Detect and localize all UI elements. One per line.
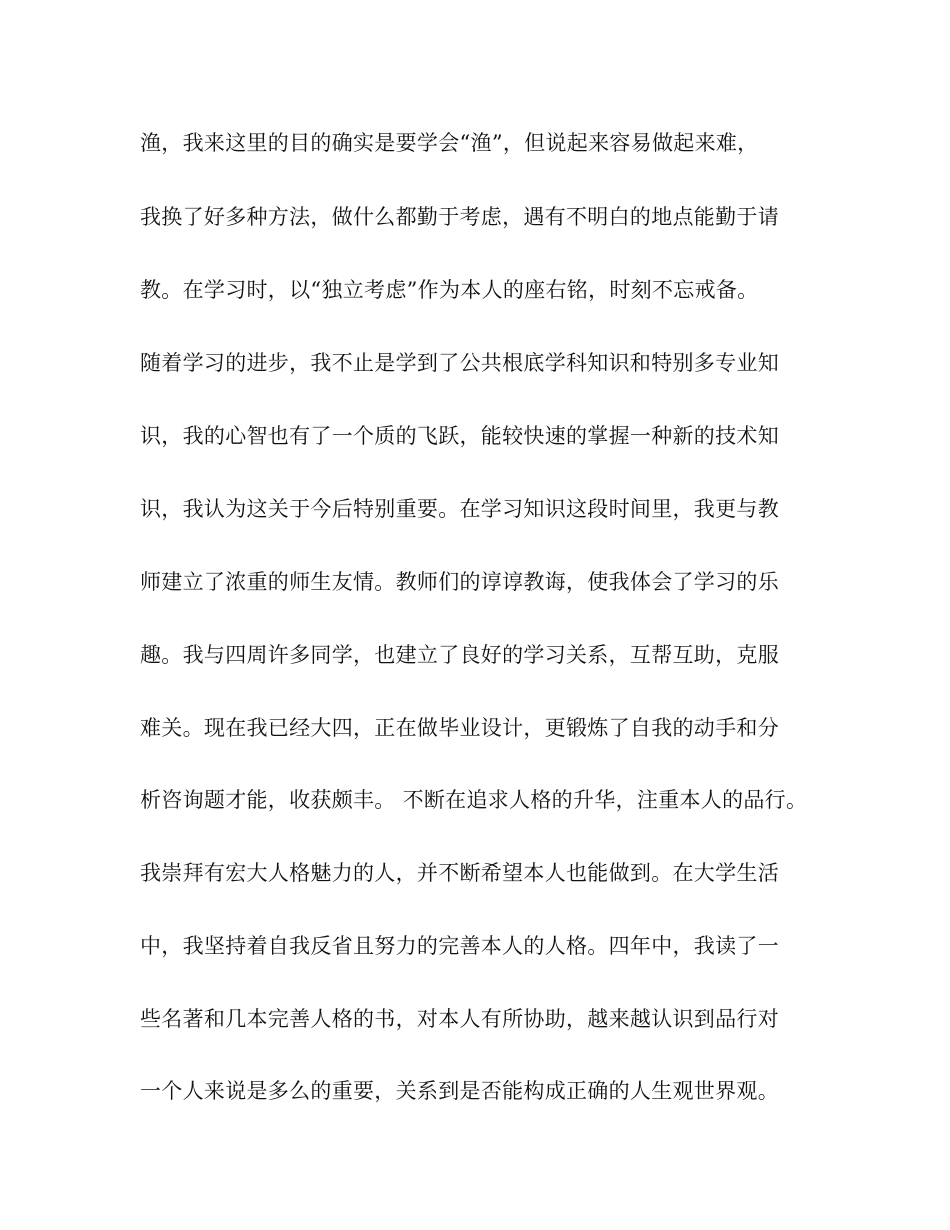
paragraph-line: 师建立了浓重的师生友情。教师们的谆谆教诲，使我体会了学习的乐: [140, 570, 779, 594]
paragraph-line: 渔，我来这里的目的确实是要学会“渔”，但说起来容易做起来难，: [140, 131, 759, 155]
paragraph-line: 难关。现在我已经大四，正在做毕业设计，更锻炼了自我的动手和分: [140, 716, 779, 740]
paragraph-line: 一个人来说是多么的重要，关系到是否能构成正确的人生观世界观。: [140, 1079, 779, 1103]
paragraph-line: 析咨询题才能，收获颇丰。 不断在追求人格的升华，注重本人的品行。: [140, 788, 808, 812]
paragraph-line: 识，我的心智也有了一个质的飞跃，能较快速的掌握一种新的技术知: [140, 424, 779, 448]
paragraph-line: 中，我坚持着自我反省且努力的完善本人的人格。四年中，我读了一: [140, 934, 779, 958]
paragraph-line: 我崇拜有宏大人格魅力的人，并不断希望本人也能做到。在大学生活: [140, 861, 779, 885]
paragraph-line: 些名著和几本完善人格的书，对本人有所协助，越来越认识到品行对: [140, 1007, 779, 1031]
paragraph-line: 教。在学习时，以“独立考虑”作为本人的座右铭，时刻不忘戒备。: [140, 278, 759, 302]
paragraph-line: 我换了好多种方法，做什么都勤于考虑，遇有不明白的地点能勤于请: [140, 205, 779, 229]
paragraph-line: 趣。我与四周许多同学，也建立了良好的学习关系，互帮互助，克服: [140, 643, 779, 667]
paragraph-line: 识，我认为这关于今后特别重要。在学习知识这段时间里，我更与教: [140, 497, 779, 521]
paragraph-line: 随着学习的进步，我不止是学到了公共根底学科知识和特别多专业知: [140, 351, 779, 375]
